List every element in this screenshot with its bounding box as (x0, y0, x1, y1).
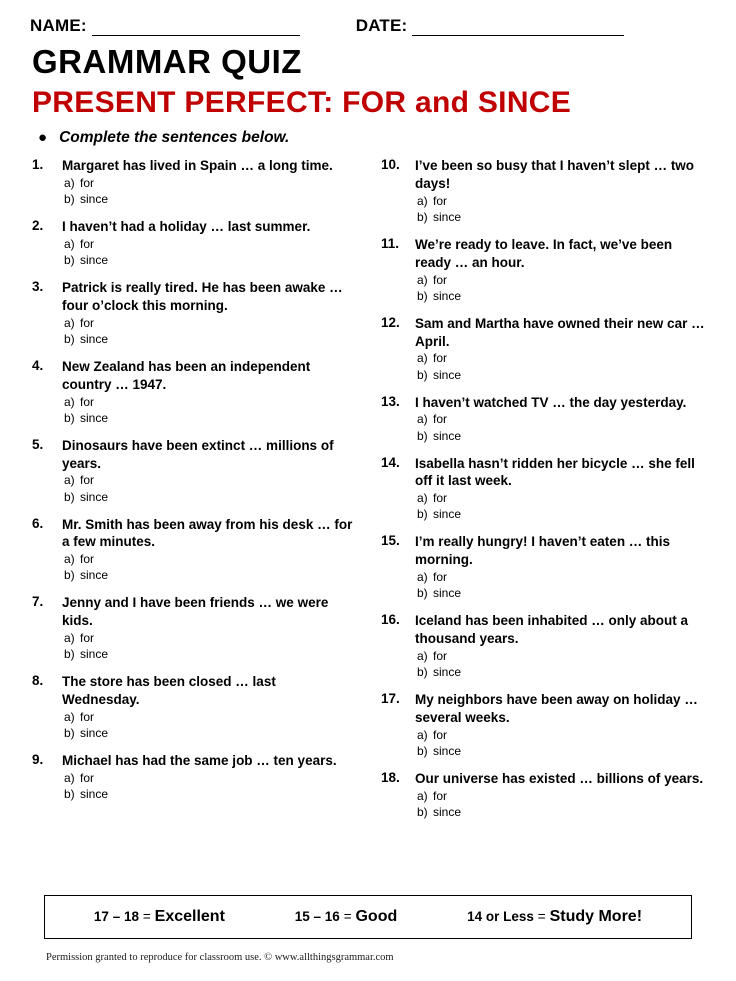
name-input-line[interactable] (92, 22, 300, 36)
option-b-letter: b) (64, 786, 75, 801)
question-number: 15. (381, 533, 400, 549)
question-text: Margaret has lived in Spain … a long time. (62, 158, 333, 174)
option-a-letter: a) (64, 770, 75, 785)
question-body (415, 612, 706, 680)
question-body (62, 516, 357, 584)
score-item (94, 908, 225, 926)
option-a-letter: a) (417, 788, 428, 803)
question-number: 14. (381, 454, 400, 470)
score-label: Good (355, 908, 398, 925)
question-number: 6. (32, 515, 44, 531)
option-b[interactable] (417, 428, 706, 444)
question-body (415, 770, 706, 820)
option-a[interactable] (417, 727, 706, 743)
option-a-letter: a) (64, 630, 75, 645)
questions-columns (30, 157, 706, 830)
option-b-text: since (433, 428, 462, 443)
option-b-text: since (80, 786, 109, 801)
option-a-letter: a) (64, 176, 75, 191)
option-b[interactable] (417, 585, 706, 601)
question-text: The store has been closed … last Wednesday. (62, 674, 276, 707)
question-item (30, 752, 357, 802)
page-subtitle: PRESENT PERFECT: FOR and SINCE (32, 86, 572, 120)
question-body (415, 236, 706, 304)
option-b-letter: b) (417, 210, 428, 224)
option-a-letter: a) (417, 570, 428, 585)
option-a-letter: a) (64, 315, 75, 330)
question-number: 1. (32, 157, 44, 173)
question-text: I haven’t watched TV … the day yesterday. (415, 394, 687, 410)
option-b[interactable] (417, 506, 706, 522)
question-text: Mr. Smith has been away from his desk … for a few minutes. (62, 516, 353, 550)
question-number: 3. (32, 279, 44, 295)
option-a-text: for (433, 412, 448, 427)
question-item (30, 218, 357, 268)
option-a-text: for (433, 491, 448, 506)
question-body (415, 315, 706, 383)
option-b[interactable] (64, 410, 357, 426)
question-number: 17. (381, 690, 400, 706)
option-a[interactable] (64, 175, 357, 191)
option-a[interactable] (64, 236, 357, 252)
question-number: 8. (32, 673, 44, 689)
option-a-text: for (80, 473, 95, 488)
score-key-box (44, 895, 692, 939)
option-a-letter: a) (417, 412, 428, 427)
option-b-letter: b) (417, 428, 428, 443)
option-a[interactable] (64, 770, 357, 786)
option-b-letter: b) (417, 367, 428, 382)
question-text: I’ve been so busy that I haven’t slept … two days! (415, 158, 695, 192)
question-number: 18. (381, 769, 400, 785)
option-a-text: for (433, 351, 448, 366)
question-number: 10. (381, 157, 400, 173)
question-item (30, 594, 357, 662)
option-a-letter: a) (64, 394, 75, 409)
option-a-text: for (80, 630, 95, 645)
option-a[interactable] (64, 472, 357, 488)
name-date-line (30, 16, 706, 36)
option-b[interactable] (417, 804, 706, 820)
option-b[interactable] (64, 331, 357, 347)
option-a-letter: a) (64, 709, 75, 724)
question-text: My neighbors have been away on holiday … several weeks. (415, 691, 698, 725)
option-b-letter: b) (417, 664, 428, 679)
option-a-text: for (80, 237, 95, 252)
option-b-text: since (433, 367, 462, 382)
option-a-text: for (433, 648, 448, 663)
questions-column-left (30, 157, 357, 830)
option-b[interactable] (64, 646, 357, 662)
option-b-letter: b) (64, 725, 75, 740)
option-b[interactable] (64, 191, 357, 207)
question-item (30, 673, 357, 741)
question-number: 9. (32, 751, 44, 767)
option-a-text: for (433, 570, 448, 585)
question-text: We’re ready to leave. In fact, we’ve been ready … an hour. (415, 237, 673, 270)
question-body (62, 437, 357, 505)
instruction-line (38, 129, 706, 147)
option-b[interactable] (64, 489, 357, 505)
option-b-letter: b) (64, 253, 75, 268)
option-a[interactable] (417, 648, 706, 664)
option-a[interactable] (64, 315, 357, 331)
option-a-text: for (80, 709, 95, 724)
option-a-letter: a) (64, 552, 75, 567)
question-body (62, 594, 357, 662)
question-item (379, 315, 706, 383)
question-item (379, 455, 706, 523)
page-title: GRAMMAR QUIZ (32, 43, 302, 80)
option-b[interactable] (64, 725, 357, 741)
option-a-letter: a) (417, 727, 428, 742)
question-text: New Zealand has been an independent country … 1947. (62, 359, 311, 392)
option-a-text: for (80, 315, 95, 330)
bullet-icon: ● (38, 129, 48, 147)
option-b-letter: b) (64, 192, 75, 207)
option-b-letter: b) (64, 489, 75, 504)
question-body (62, 673, 357, 741)
option-b-letter: b) (64, 568, 75, 583)
option-b-letter: b) (417, 743, 428, 758)
question-body (62, 752, 357, 802)
question-text: Dinosaurs have been extinct … millions of years. (62, 437, 334, 471)
option-b-letter: b) (417, 586, 428, 601)
question-text: Iceland has been inhabited … only about a thousand years. (415, 613, 689, 646)
question-item (379, 533, 706, 601)
option-b[interactable] (417, 367, 706, 383)
option-b[interactable] (64, 567, 357, 583)
question-item (30, 516, 357, 584)
option-b[interactable] (417, 288, 706, 304)
score-range: 15 – 16 (294, 909, 340, 924)
option-a[interactable] (64, 551, 357, 567)
date-input-line[interactable] (412, 22, 624, 36)
question-number: 11. (381, 236, 400, 252)
option-b-letter: b) (64, 331, 75, 346)
question-number: 4. (32, 358, 44, 374)
question-item (30, 157, 357, 207)
option-a-letter: a) (417, 351, 428, 366)
option-b-text: since (80, 253, 109, 268)
option-a[interactable] (64, 630, 357, 646)
option-b[interactable] (64, 786, 357, 802)
question-number: 13. (381, 393, 400, 409)
question-item (30, 279, 357, 347)
option-b-text: since (80, 489, 109, 504)
option-a[interactable] (64, 394, 357, 410)
date-label: DATE: (355, 16, 408, 35)
option-b-text: since (80, 647, 109, 662)
question-item (379, 394, 706, 444)
option-a[interactable] (417, 569, 706, 585)
score-range: 17 – 18 (93, 909, 139, 924)
score-item (295, 908, 397, 926)
question-item (379, 236, 706, 304)
question-text: Isabella hasn’t ridden her bicycle … she fell off it last week. (415, 455, 695, 489)
option-a-letter: a) (417, 648, 428, 663)
question-text: Our universe has existed … billions of years. (415, 770, 704, 786)
option-a-text: for (433, 727, 448, 742)
questions-column-right (379, 157, 706, 830)
question-text: Patrick is really tired. He has been awake … four o’clock this morning. (62, 280, 343, 314)
option-b-letter: b) (417, 804, 428, 819)
option-a-text: for (433, 193, 448, 208)
question-body (415, 455, 706, 523)
option-b-letter: b) (417, 288, 428, 303)
option-b[interactable] (64, 252, 357, 268)
option-a[interactable] (417, 490, 706, 506)
option-a-text: for (433, 272, 448, 287)
option-a[interactable] (417, 788, 706, 804)
option-a[interactable] (64, 709, 357, 725)
option-a-text: for (80, 176, 95, 191)
question-body (415, 157, 706, 225)
option-b-text: since (433, 804, 462, 819)
question-text: Jenny and I have been friends … we were kids. (62, 595, 329, 629)
option-a-text: for (80, 394, 95, 409)
question-number: 12. (381, 314, 400, 330)
option-a[interactable] (417, 272, 706, 288)
name-label: NAME: (30, 16, 87, 35)
question-item (379, 157, 706, 225)
question-body (62, 279, 357, 347)
option-b-text: since (433, 586, 462, 601)
option-b-text: since (80, 192, 109, 207)
score-range: 14 or Less (467, 909, 534, 924)
score-equals: = (142, 909, 151, 924)
option-b-letter: b) (64, 647, 75, 662)
option-b[interactable] (417, 209, 706, 225)
score-label: Excellent (154, 908, 225, 925)
option-b-letter: b) (417, 507, 428, 522)
option-b-text: since (433, 507, 462, 522)
option-a-letter: a) (64, 237, 75, 252)
question-item (379, 691, 706, 759)
option-b-text: since (80, 410, 109, 425)
score-label: Study More! (549, 908, 643, 925)
option-a-letter: a) (417, 272, 428, 287)
question-text: I’m really hungry! I haven’t eaten … this morning. (415, 534, 671, 568)
option-a-text: for (433, 788, 448, 803)
option-b[interactable] (417, 743, 706, 759)
option-a-letter: a) (417, 193, 428, 208)
score-equals: = (537, 909, 546, 924)
question-item (379, 770, 706, 820)
instruction-text: Complete the sentences below. (59, 129, 290, 147)
option-a[interactable] (417, 411, 706, 427)
option-b-text: since (433, 288, 462, 303)
option-b-text: since (433, 210, 462, 224)
question-number: 2. (32, 218, 44, 234)
score-item (467, 908, 642, 926)
option-a[interactable] (417, 193, 706, 209)
option-a-letter: a) (417, 491, 428, 506)
question-body (415, 691, 706, 759)
option-b-text: since (433, 664, 462, 679)
question-item (30, 437, 357, 505)
question-text: Sam and Martha have owned their new car … April. (415, 315, 705, 349)
question-body (62, 157, 357, 207)
option-b[interactable] (417, 664, 706, 680)
question-number: 5. (32, 436, 44, 452)
question-text: Michael has had the same job … ten years. (62, 752, 337, 768)
question-text: I haven’t had a holiday … last summer. (62, 219, 311, 235)
option-b-text: since (80, 725, 109, 740)
option-a-text: for (80, 770, 95, 785)
option-a-letter: a) (64, 473, 75, 488)
question-body (415, 533, 706, 601)
question-item (379, 612, 706, 680)
question-body (62, 358, 357, 426)
option-b-letter: b) (64, 410, 75, 425)
question-body (62, 218, 357, 268)
option-a-text: for (80, 552, 95, 567)
score-equals: = (343, 909, 352, 924)
footer-credit: Permission granted to reproduce for classroom use. © www.allthingsgrammar.com (46, 952, 394, 963)
question-body (415, 394, 706, 444)
option-b-text: since (80, 568, 109, 583)
option-b-text: since (80, 331, 109, 346)
question-number: 7. (32, 594, 44, 610)
option-b-text: since (433, 743, 462, 758)
question-item (30, 358, 357, 426)
option-a[interactable] (417, 350, 706, 366)
question-number: 16. (381, 612, 400, 628)
